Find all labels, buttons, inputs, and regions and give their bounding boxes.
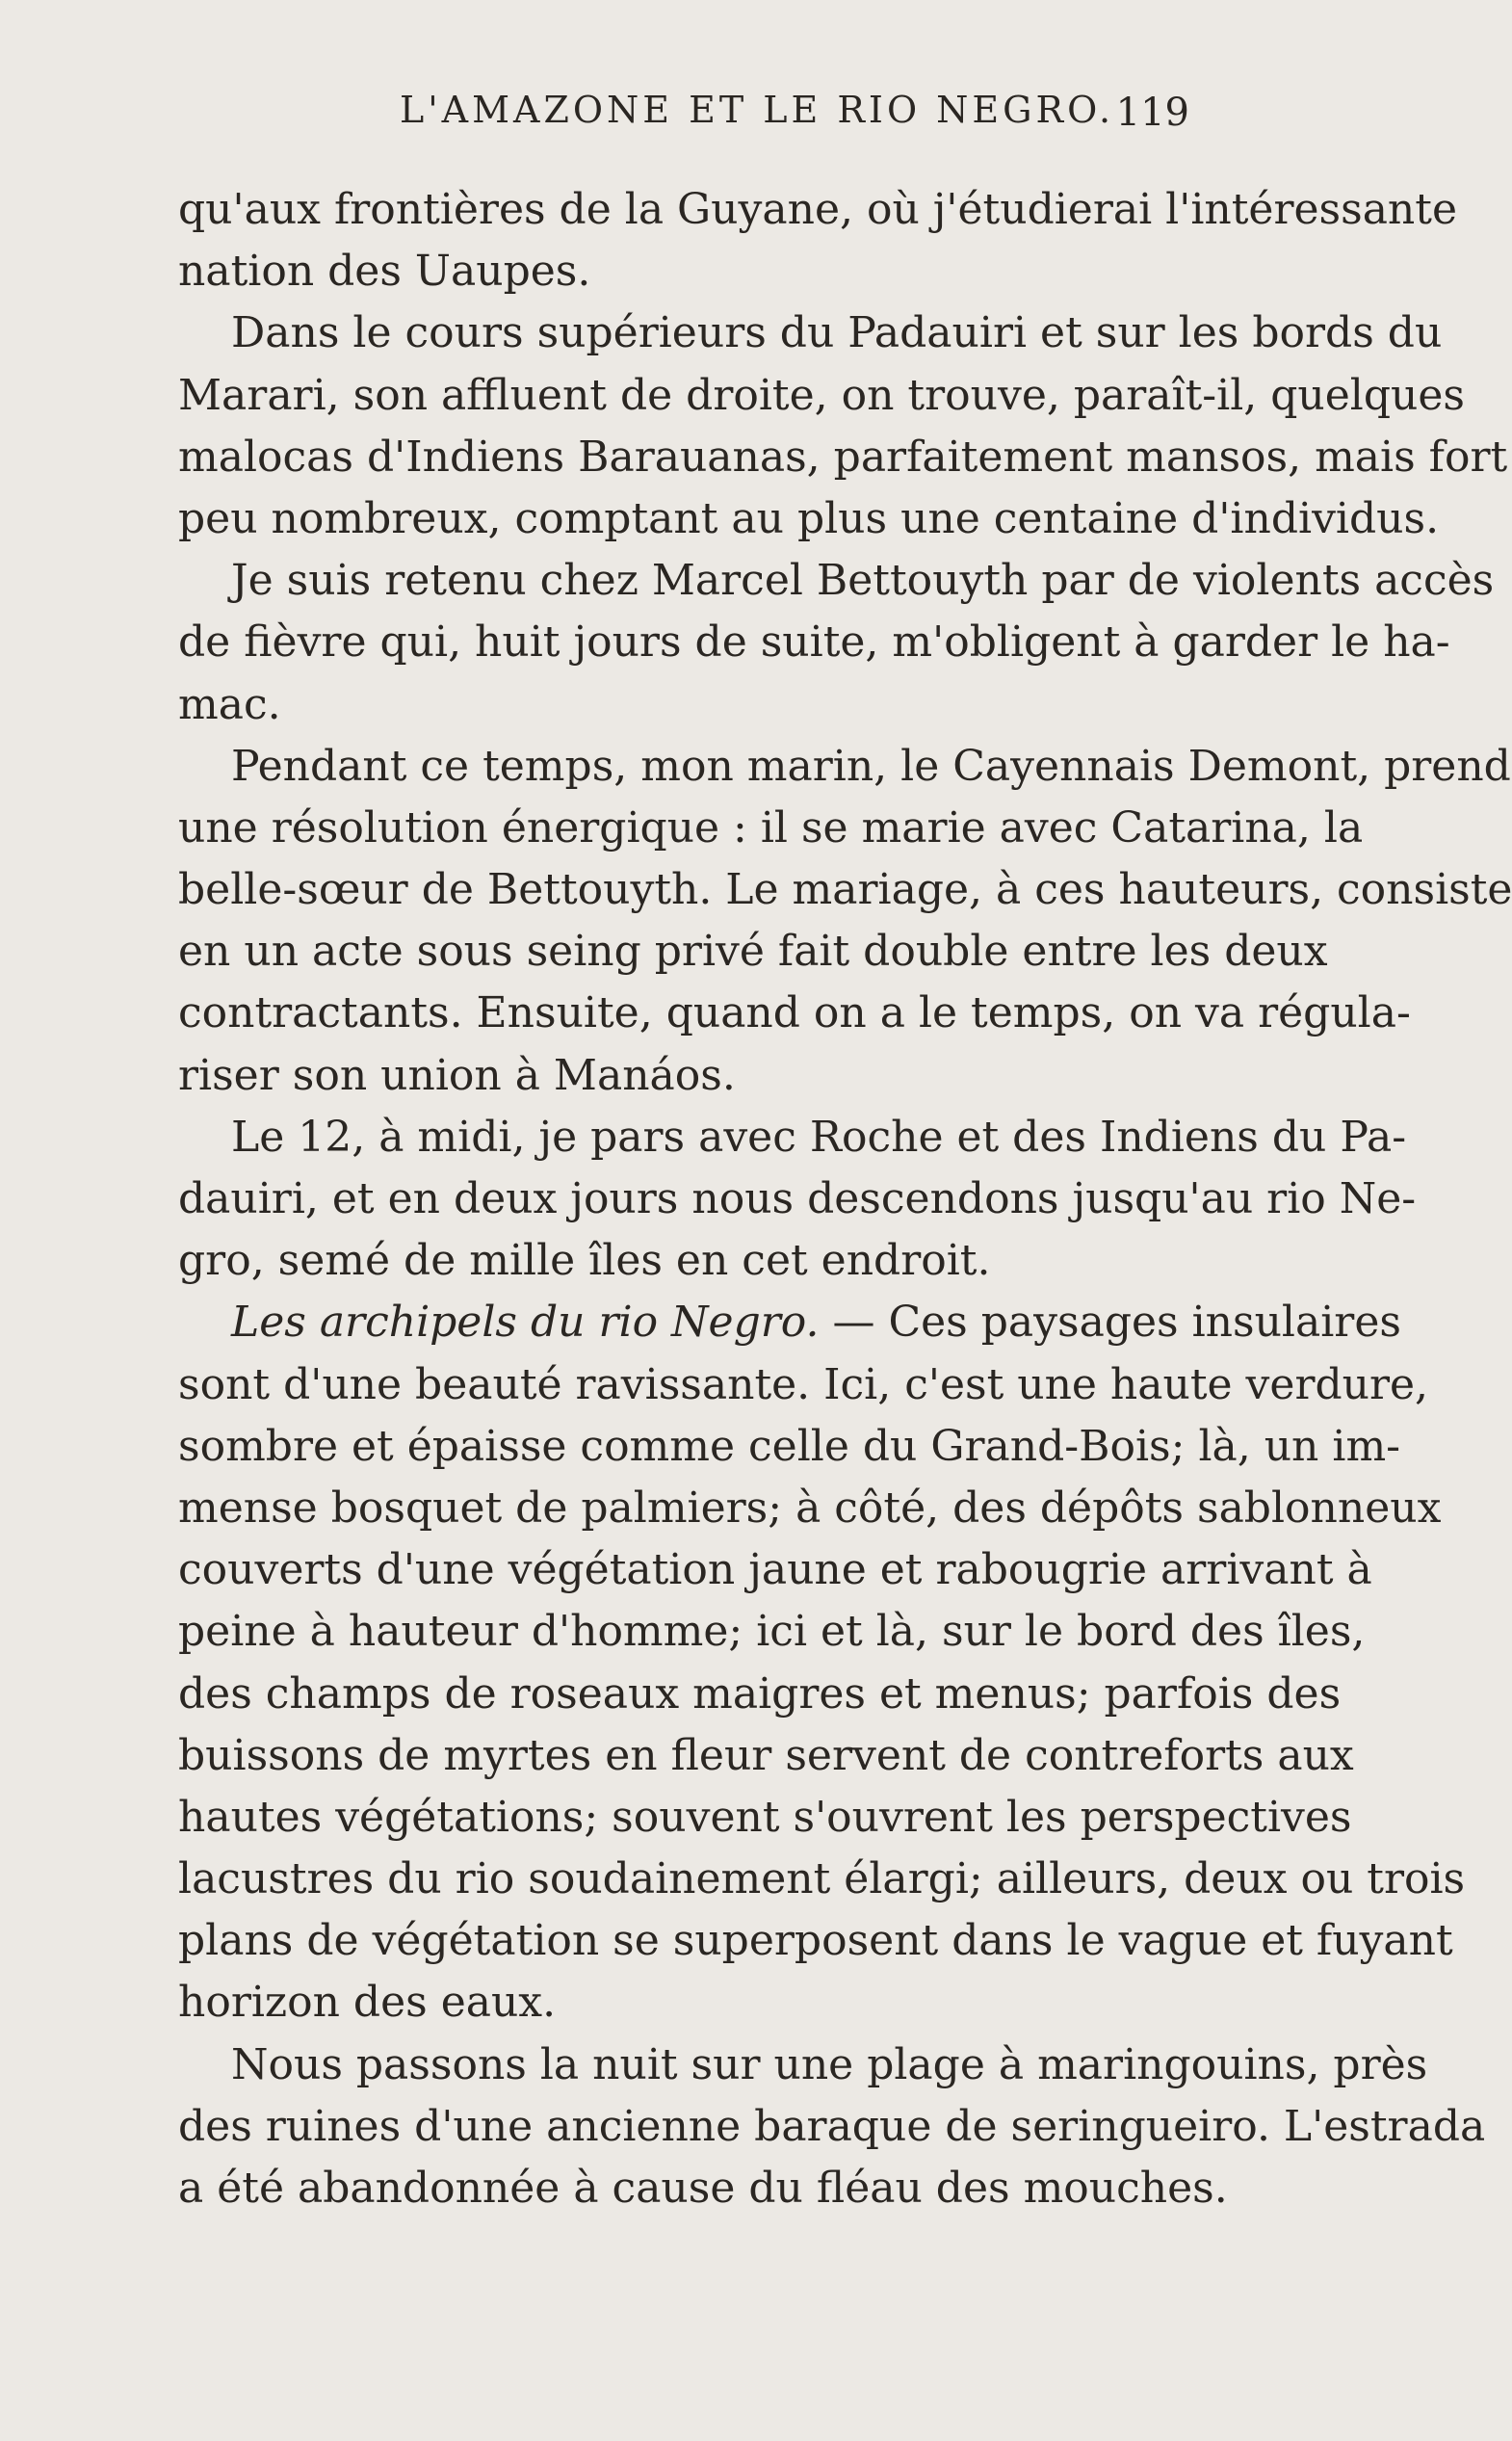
- line-text: belle-sœur de Bettouyth. Le mariage, à ces hauteurs, consiste: [178, 865, 1512, 915]
- section-heading: Les archipels du rio Negro.: [231, 1298, 820, 1348]
- line-text: hautes végétations; souvent s'ouvrent les perspectives: [178, 1792, 1352, 1842]
- text-line: [178, 983, 1411, 1044]
- text-line: [178, 1910, 1453, 1972]
- line-text: Nous passons la nuit sur une plage à maringouins, près: [231, 2039, 1428, 2089]
- text-line: [178, 921, 1328, 983]
- text-line: [178, 1539, 1372, 1601]
- line-text: Je suis retenu chez Marcel Bettouyth par de violents accès: [231, 556, 1495, 606]
- line-text: qu'aux frontières de la Guyane, où j'étudierai l'intéressante: [178, 185, 1457, 234]
- running-title: L'AMAZONE ET LE RIO NEGRO.: [400, 89, 1115, 131]
- text-line: [178, 302, 1443, 364]
- text-line: [178, 427, 1508, 488]
- line-text: sont d'une beauté ravissante. Ici, c'est une haute verdure,: [178, 1359, 1429, 1409]
- text-line: [178, 2096, 1486, 2158]
- text-line: [178, 798, 1364, 859]
- line-text: gro, semé de mille îles en cet endroit.: [178, 1236, 991, 1286]
- text-line: [178, 1787, 1352, 1849]
- text-line: [178, 1107, 1407, 1168]
- text-line: [178, 1354, 1429, 1416]
- page-header: [178, 89, 1189, 156]
- line-text: Dans le cours supérieurs du Padauiri et sur les bords du: [231, 308, 1443, 358]
- text-line: [178, 1230, 1189, 1292]
- line-text: — Ces paysages insulaires: [819, 1298, 1401, 1348]
- line-text: Le 12, à midi, je pars avec Roche et des Indiens du Pa-: [231, 1112, 1407, 1162]
- line-text: horizon des eaux.: [178, 1978, 557, 2028]
- line-text: Pendant ce temps, mon marin, le Cayennais Demont, prend: [231, 741, 1511, 791]
- line-text: mense bosquet de palmiers; à côté, des dépôts sablonneux: [178, 1483, 1442, 1533]
- line-text: des champs de roseaux maigres et menus; parfois des: [178, 1668, 1342, 1719]
- text-line: [178, 241, 1189, 302]
- line-text: en un acte sous seing privé fait double entre les deux: [178, 927, 1328, 977]
- line-text: mac.: [178, 679, 281, 729]
- line-text: riser son union à Manáos.: [178, 1050, 736, 1100]
- text-line: [178, 488, 1440, 550]
- text-line: [178, 612, 1450, 673]
- text-line: [178, 1045, 1189, 1107]
- line-text: peine à hauteur d'homme; ici et là, sur le bord des îles,: [178, 1607, 1366, 1657]
- text-line: [178, 2034, 1428, 2096]
- text-line: [178, 859, 1512, 921]
- text-line: [178, 1849, 1466, 1910]
- text-line: [178, 365, 1465, 427]
- line-text: nation des Uaupes.: [178, 247, 591, 297]
- line-text: couverts d'une végétation jaune et rabougrie arrivant à: [178, 1545, 1372, 1595]
- text-line: [178, 1972, 1189, 2034]
- text-line: [178, 550, 1495, 612]
- line-text: lacustres du rio soudainement élargi; ailleurs, deux ou trois: [178, 1854, 1466, 1904]
- text-line: [178, 1725, 1354, 1787]
- text-line: [178, 179, 1457, 241]
- text-line: [178, 1478, 1442, 1539]
- line-text: de fièvre qui, huit jours de suite, m'obligent à garder le ha-: [178, 617, 1450, 668]
- text-line: [178, 1168, 1417, 1230]
- body-text: [178, 179, 1512, 2219]
- text-line: [178, 674, 1189, 736]
- line-text: buissons de myrtes en fleur servent de contreforts aux: [178, 1730, 1354, 1780]
- line-text: contractants. Ensuite, quand on a le temps, on va régula-: [178, 988, 1411, 1038]
- text-line: [178, 1664, 1342, 1725]
- line-text: Marari, son affluent de droite, on trouve, paraît-il, quelques: [178, 370, 1465, 420]
- text-line: [178, 1416, 1401, 1478]
- line-text: peu nombreux, comptant au plus une centaine d'individus.: [178, 493, 1440, 543]
- line-text: malocas d'Indiens Barauanas, parfaitement mansos, mais fort: [178, 432, 1508, 482]
- text-line: [178, 1601, 1366, 1663]
- page-number: 119: [1115, 91, 1189, 135]
- text-line: [178, 2158, 1228, 2219]
- line-text: une résolution énergique : il se marie avec Catarina, la: [178, 802, 1364, 853]
- text-line: [178, 736, 1511, 798]
- line-text: des ruines d'une ancienne baraque de seringueiro. L'estrada: [178, 2101, 1486, 2151]
- text-line: [178, 1292, 1401, 1353]
- line-text: plans de végétation se superposent dans le vague et fuyant: [178, 1916, 1453, 1966]
- line-text: dauiri, et en deux jours nous descendons jusqu'au rio Ne-: [178, 1174, 1417, 1223]
- line-text: a été abandonnée à cause du fléau des mouches.: [178, 2164, 1228, 2213]
- line-text: sombre et épaisse comme celle du Grand-Bois; là, un im-: [178, 1421, 1401, 1471]
